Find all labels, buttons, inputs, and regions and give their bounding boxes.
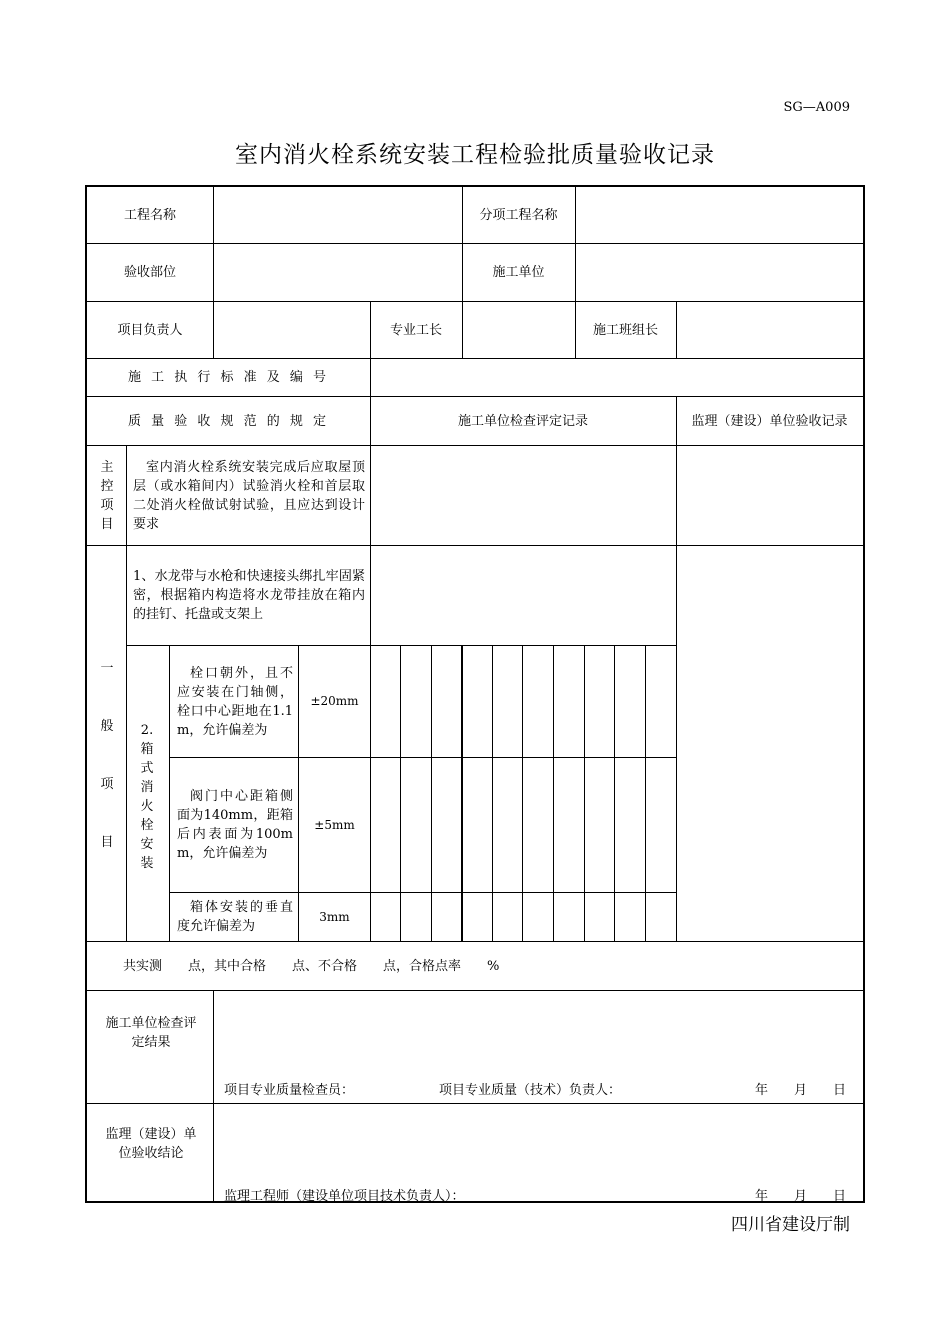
form-code: SG—A009 [783,100,850,115]
col-divider [431,645,432,941]
row-divider [87,990,863,991]
construction-unit-field[interactable] [576,244,863,301]
sub-project-field[interactable] [576,187,863,243]
issuer-footer: 四川省建设厅制 [731,1215,850,1235]
col-divider [522,645,523,941]
foreman-label: 专业工长 [389,322,442,338]
inspection-table [85,185,865,1203]
main-control-text: 室内消火栓系统安装完成后应取屋顶层（或水箱间内）试验消火栓和首层取二处消火栓做试射试验，且应达到设计要求 [133,459,365,532]
sub-item-2-tolerance: ±5mm [314,817,355,832]
measurement-summary: 共实测 点，其中合格 点、不合格 点，合格点率 % [123,958,500,974]
row-divider [87,1103,863,1104]
main-control-supervisor-field[interactable] [677,446,863,545]
sub-item-2-text: 阀门中心距箱侧面为140mm，距箱后内表面为100mm，允许偏差为 [177,789,293,861]
sub-item-3-tolerance: 3mm [319,909,350,924]
col-divider [645,645,646,941]
supervisor-record-header: 监理（建设）单位验收记录 [691,413,848,429]
contractor-date: 年 月 日 [755,1083,847,1098]
spec-column-header: 质 量 验 收 规 范 的 规 定 [127,413,330,429]
inspection-part-label: 验收部位 [123,265,176,280]
main-control-label: 主控项目 [100,459,114,532]
general-item-1-text: 1、水龙带与水枪和快速接头绑扎牢固紧密，根据箱内构造将水龙带挂放在箱内的挂钉、托盘或支架上 [133,569,365,622]
sub-item-3-text: 箱体安装的垂直度允许偏差为 [177,900,293,934]
inspection-part-field[interactable] [214,244,462,301]
main-control-contractor-field[interactable] [371,446,676,545]
team-leader-field[interactable] [677,302,863,358]
contractor-result-label: 施工单位检查评定结果 [105,1016,197,1050]
sub-item-1-tolerance: ±20mm [310,694,359,708]
sub-item-1-text: 栓口朝外，且不应安装在门轴侧，栓口中心距地在1.1m，允许偏差为 [177,665,293,738]
foreman-field[interactable] [463,302,575,358]
team-leader-label: 施工班组长 [592,322,658,338]
standard-field[interactable] [371,359,863,396]
general-items-label: 一般项目 [100,661,114,850]
project-manager-field[interactable] [214,302,370,358]
standard-label: 施 工 执 行 标 准 及 编 号 [127,370,330,385]
project-manager-label: 项目负责人 [117,322,183,338]
col-divider [584,645,585,941]
supervisor-result-label: 监理（建设）单位验收结论 [105,1126,197,1161]
supervisor-date: 年 月 日 [755,1189,847,1204]
col-divider [461,645,463,941]
general-supervisor-field[interactable] [677,546,863,941]
supervisor-engineer-signature: 监理工程师（建设单位项目技术负责人）： [224,1189,465,1204]
sub-project-label: 分项工程名称 [479,207,558,223]
col-divider [400,645,401,941]
col-divider [492,645,493,941]
col-divider [213,990,214,1203]
project-name-field[interactable] [214,187,462,243]
col-divider [614,645,615,941]
col-divider [553,645,554,941]
col-divider [126,445,127,941]
box-hydrant-label: 2.箱式消火栓安装 [140,723,154,871]
general-item-1-contractor-field[interactable] [371,546,676,645]
project-name-label: 工程名称 [123,207,176,223]
col-divider [370,645,371,941]
contractor-record-header: 施工单位检查评定记录 [457,413,588,429]
quality-inspector-signature: 项目专业质量检查员： [224,1083,355,1098]
construction-unit-label: 施工单位 [492,265,545,280]
page-title: 室内消火栓系统安装工程检验批质量验收记录 [235,142,715,168]
col-divider [169,645,170,941]
tech-lead-signature: 项目专业质量（技术）负责人： [439,1083,622,1098]
